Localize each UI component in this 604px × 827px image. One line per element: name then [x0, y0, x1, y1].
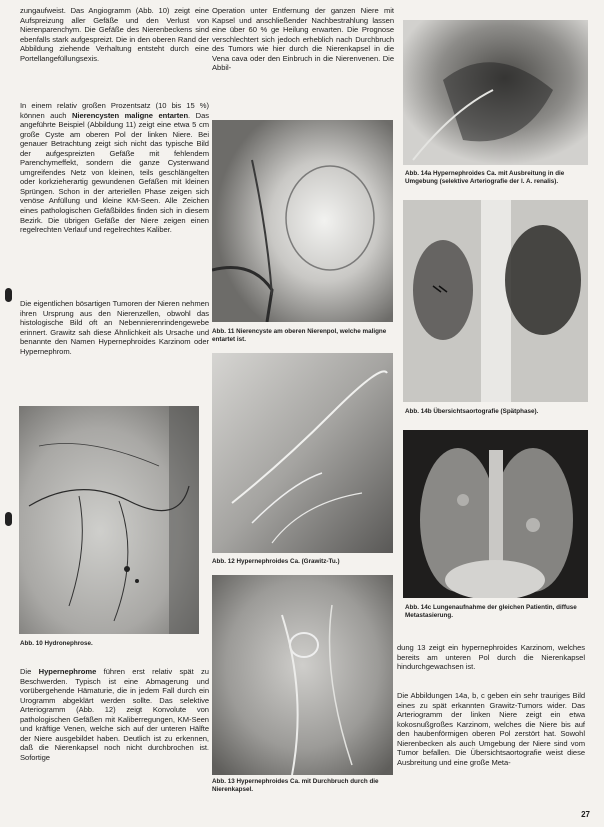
col1-paragraph-4-text-a: Die	[20, 667, 39, 676]
figure-12-photo	[212, 353, 393, 553]
figure-14b-photo	[403, 200, 588, 402]
binder-hole-bottom	[5, 512, 12, 526]
figure-14c-photo	[403, 430, 588, 598]
binder-hole-top	[5, 288, 12, 302]
col1-paragraph-1: zungaufweist. Das Angiogramm (Abb. 10) zeigt eine Aufspreizung aller Gefäße und den Verlust von Nierenparenchym. Die Gefäße des Nierenbeckens sind ebenfalls stark aufgespreizt. Die in den oberen Rand der Abbildung ziehende Verhaltung entsteht durch eine Portellangefüllungsexis.	[20, 6, 209, 63]
col1-paragraph-4-text-c: führen erst relativ spät zu Beschwerden. Typisch ist eine Abmagerung und vorübergehende Hämaturie, die in jedem Fall durch ein Urogramm abgeklärt werden sollte. Das selektive Arteriogramm (Abb. 12) zeigt Konvolute von pathologischen Gefäßen mit Kaliberregungen, KM-Seen und kräftige Venen, welche sich auf der unteren Hälfte der Niere ausgebildet haben. Deutlich ist zu erkennen, daß die Nierenkapsel noch nicht durchbrochen ist. Sofortige	[20, 667, 209, 762]
col1-paragraph-2	[20, 101, 209, 235]
col2-paragraph-1: Operation unter Entfernung der ganzen Niere mit Kapsel und anschließender Nachbestrahlung lassen eine über 60 % ge Heilung erwarten. Die Prognose verschlechtert sich jedoch erheblich nach Durchbruch des Tumors wie hier durch die Nierenkapsel in die Vena cava oder den Einbruch in die Nierenvenen. Die Abbil-	[212, 6, 394, 73]
col3-paragraph-1: dung 13 zeigt ein hypernephroides Karzinom, welches bereits am unteren Pol durch die Nierenkapsel hindurchgewachsen ist.	[397, 643, 585, 672]
figure-10-photo	[19, 406, 199, 634]
figure-13-caption: Abb. 13 Hypernephroides Ca. mit Durchbruch durch die Nierenkapsel.	[212, 778, 379, 793]
page-number: 27	[581, 810, 590, 819]
figure-11-photo	[212, 120, 393, 322]
col1-paragraph-2-text-a: In einem relativ großen Prozentsatz (10 bis 15 %) können auch	[20, 101, 209, 120]
col1-paragraph-4	[20, 667, 209, 762]
figure-13-photo	[212, 575, 393, 775]
figure-12-caption: Abb. 12 Hypernephroides Ca. (Grawitz-Tu.)	[212, 558, 340, 565]
figure-14a-photo	[403, 20, 588, 165]
figure-11-caption: Abb. 11 Nierencyste am oberen Nierenpol, welche maligne entartet ist.	[212, 328, 387, 343]
figure-10-caption: Abb. 10 Hydronephrose.	[20, 640, 93, 647]
figure-14b-caption: Abb. 14b Übersichtsaortografie (Spätphase).	[405, 408, 539, 415]
col3-paragraph-2: Die Abbildungen 14a, b, c geben ein sehr trauriges Bild eines zu spät erkannten Grawitz-Tumors wider. Das Arteriogramm der linken Niere zeigt ein etwa kokosnußgroßes Karzinom, welches die Niere bis auf den haubenförmigen oberen Pol zerstört hat. Sowohl Nierenbecken als auch Umgebung der Niere sind vom Tumor befallen. Die Übersichtsaortografie weist diese Ausbreitung und eine große Meta-	[397, 691, 585, 767]
figure-14c-caption: Abb. 14c Lungenaufnahme der gleichen Patientin, diffuse Metastasierung.	[405, 604, 577, 619]
col1-paragraph-4-bold: Hypernephrome	[38, 667, 97, 676]
col1-paragraph-2-text-c: . Das angeführte Beispiel (Abbildung 11) zeigt eine etwa 5 cm große Cyste am oberen Pol der linken Niere. Bei genauer Betrachtung zeigt sich nicht das typische Bild der aufgespreizten Gefäße mit fehlendem Parenchymeffekt, sondern die ganze Cystenwand umgreifendes Netz von kleinen, teils geschlängelten oder korkzieherartig gewundenen Gefäßen mit kleinen Sprüngen. Schon in der arteriellen Phase zeigen sich venöse Anfüllung und kleine KM-Seen. Alle Zeichen eines pathologischen Gefäßbildes finden sich in diesem Bezirk. Die übrigen Gefäße der Niere zeigen einen regelrechten Verlauf und regelrechtes Kaliber.	[20, 110, 209, 235]
figure-14a-caption: Abb. 14a Hypernephroides Ca. mit Ausbreitung in die Umgebung (selektive Arteriografie der l. A. renalis).	[405, 170, 565, 185]
col1-paragraph-3: Die eigentlichen bösartigen Tumoren der Nieren nehmen ihren Ursprung aus den Nierenzellen, obwohl das histologische Bild oft an Nebennierenrindengewebe erinnert. Grawitz sah diese Ähnlichkeit als Ursache und benannte den Namen Hypernephroides Karzinom oder Hypernephrom.	[20, 299, 209, 356]
col1-paragraph-2-bold: Nierencysten maligne entarten	[71, 110, 189, 120]
